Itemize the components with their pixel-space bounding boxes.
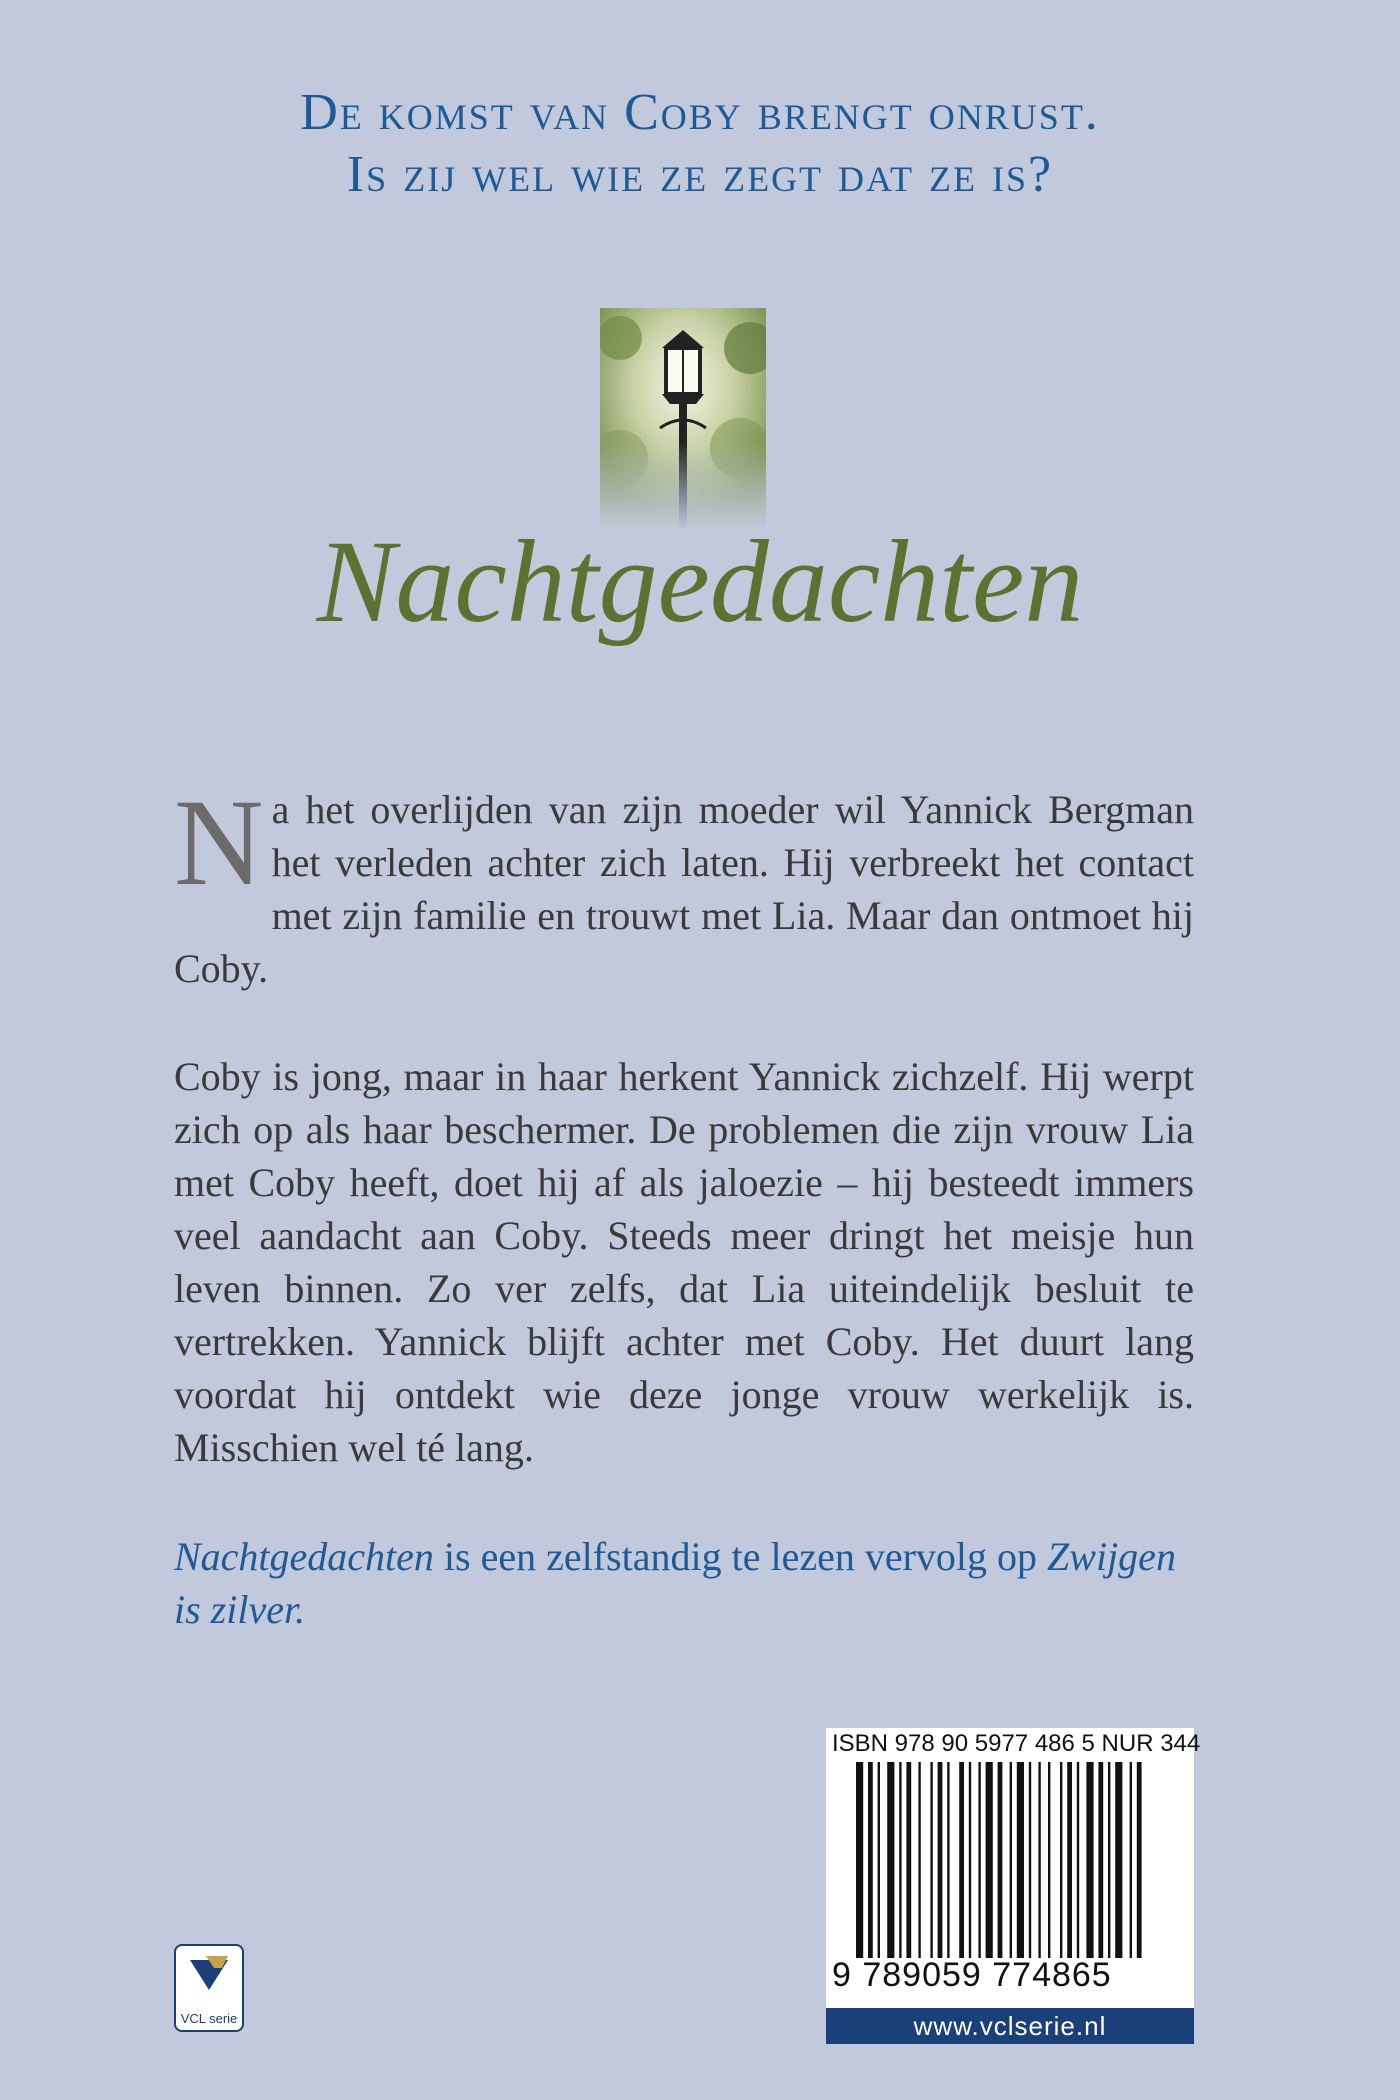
blurb-paragraph-1-text: a het overlijden van zijn moeder wil Yannick Bergman het verleden achter zich laten. Hij verbreekt het contact met zijn familie en trouwt met Lia. Maar dan ontmoet hij Coby.	[174, 787, 1194, 991]
publisher-label: VCL serie	[180, 2011, 238, 2026]
street-lamp-illustration	[600, 308, 766, 530]
blurb-paragraph-2: Coby is jong, maar in haar herkent Yannick zichzelf. Hij werpt zich op als haar beschermer. De problemen die zijn vrouw Lia met Coby heeft, doet hij af als jaloezie – hij besteedt immers veel aandacht aan Coby. Steeds meer dringt het meisje hun leven binnen. Zo ver zelfs, dat Lia uiteindelijk besluit te vertrekken. Yannick blijft achter met Coby. Het duurt lang voordat hij ontdekt wie deze jonge vrouw werkelijk is. Misschien wel té lang.	[174, 1054, 1194, 1470]
website-strip: www.vclserie.nl	[826, 2008, 1194, 2044]
vcl-logo-icon	[176, 1946, 242, 2006]
series-note	[174, 1530, 1194, 1636]
series-note-text: is een zelfstandig te lezen vervolg op	[433, 1534, 1048, 1579]
isbn-text: ISBN 978 90 5977 486 5 NUR 344	[832, 1730, 1201, 1757]
tagline-line-2: Is zij wel wie ze zegt dat ze is?	[346, 146, 1054, 203]
series-note-title: Nachtgedachten	[174, 1534, 434, 1579]
series-note-prequel: Zwijgen is zilver.	[174, 1534, 1176, 1632]
tagline	[0, 82, 1400, 206]
barcode-digits: 9 789059 774865	[832, 1956, 1112, 1994]
blurb-paragraph-1	[174, 774, 1194, 995]
publisher-logo	[174, 1944, 244, 2032]
barcode-icon	[856, 1762, 1166, 1958]
book-title: Nachtgedachten	[316, 516, 1084, 647]
barcode-panel	[826, 1728, 1201, 2034]
drop-cap: N	[174, 774, 264, 911]
tagline-line-1: De komst van Coby brengt onrust.	[300, 84, 1100, 141]
